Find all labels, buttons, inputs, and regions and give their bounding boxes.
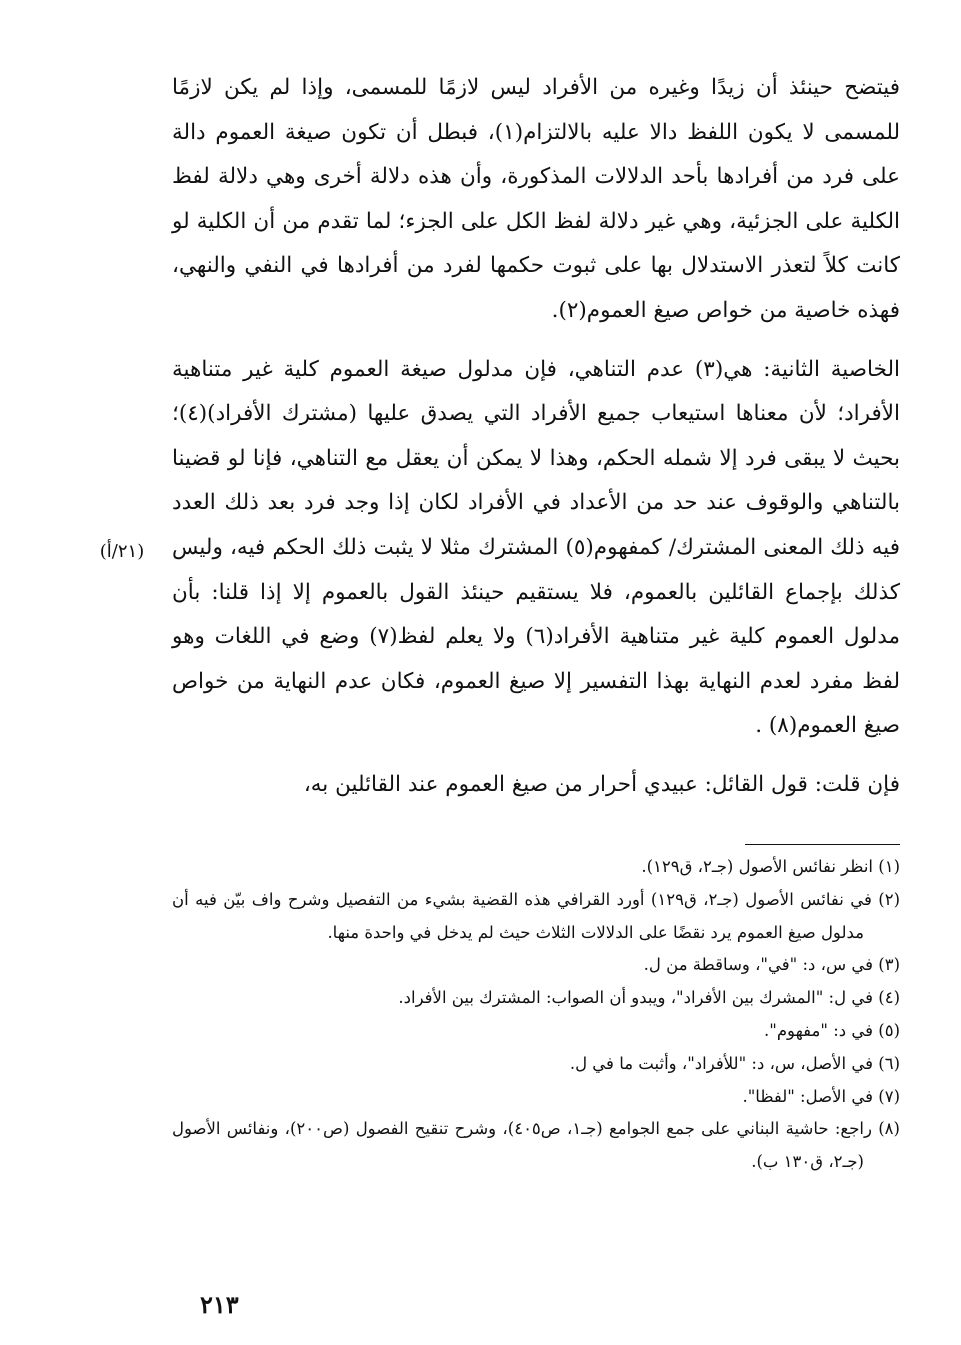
footnote-3: (٣) في س، د: "في"، وساقطة من ل. — [643, 955, 900, 975]
footnote-4: (٤) في ل: "المشرك بين الأفراد"، ويبدو أن الصواب: المشترك بين الأفراد. — [398, 988, 900, 1008]
footnote-2: (٢) في نفائس الأصول (جـ٢، ق١٢٩) أورد القرافي هذه القضية بشيء من التفصيل وشرح واف بيّن فيه أن مدلول صيغ العموم يرد نقضًا على الدلالات الثلاث حيث لم يدخل في واحدة منها. — [172, 889, 901, 942]
footnote-5: (٥) في د: "مفهوم". — [764, 1020, 900, 1040]
footnote-1: (١) انظر نفائس الأصول (جـ٢، ق١٢٩). — [641, 857, 900, 876]
footnote-8: (٨) راجع: حاشية البناني على جمع الجوامع (جـ١، ص٤٠٥)، وشرح تنقيح الفصول (ص٢٠٠)، ونفائس الأصول (جـ٢، ق١٣٠ ب). — [172, 1119, 900, 1172]
paragraph-2: الخاصية الثانية: هي(٣) عدم التناهي، فإن مدلول صيغة العموم كلية غير متناهية الأفراد؛ لأن معناها استيعاب جميع الأفراد التي يصدق عليها (مشترك الأفراد)(٤)؛ بحيث لا يبقى فرد إلا شمله الحكم، وهذا لا يمكن أن يعقل مع التناهي، فإنا لو قضينا بالتناهي والوقوف عند حد من الأعداد في الأفراد لكان إذا وجد فرد بعد ذلك العدد فيه ذلك المعنى المشترك/ كمفهوم(٥) المشترك مثلا لا يثبت ذلك الحكم فيه، وليس كذلك بإجماع القائلين بالعموم، فلا يستقيم حينئذ القول بالعموم إلا إذا قلنا: بأن مدلول العموم كلية غير متناهية الأفراد(٦) ولا يعلم لفظ(٧) وضع في اللغات وهو لفظ مفرد لعدم النهاية بهذا التفسير إلا صيغ العموم، فكان عدم النهاية من خواص صيغ العموم(٨) . — [172, 356, 901, 739]
paragraph-3: فإن قلت: قول القائل: عبيدي أحرار من صيغ العموم عند القائلين به، — [303, 771, 900, 797]
main-text — [172, 66, 900, 808]
footnote-separator — [745, 844, 900, 845]
paragraph-1: فيتضح حينئذ أن زيدًا وغيره من الأفراد ليس لازمًا للمسمى، وإذا لم يكن لازمًا للمسمى لا يكون اللفظ دالا عليه بالالتزام(١)، فبطل أن تكون صيغة العموم دالة على فرد من أفرادها بأحد الدلالات المذكورة، وأن هذه دلالة أخرى وهي دلالة لفظ الكلية على الجزئية، وهي غير دلالة لفظ الكل على الجزء؛ لما تقدم من أن الكلية لو كانت كلاً لتعذر الاستدلال بها على ثبوت حكمها لفرد من أفرادها في النفي والنهي، فهذه خاصية من خواص صيغ العموم(٢). — [172, 75, 901, 323]
footnotes — [172, 851, 900, 1179]
page-number: ٢١٣ — [200, 1290, 239, 1319]
footnote-7: (٧) في الأصل: "لفظا". — [742, 1086, 900, 1106]
footnote-6: (٦) في الأصل، س، د: "للأفراد"، وأثبت ما في ل. — [569, 1053, 900, 1073]
manuscript-folio-reference: (٢١/أ) — [99, 541, 145, 562]
